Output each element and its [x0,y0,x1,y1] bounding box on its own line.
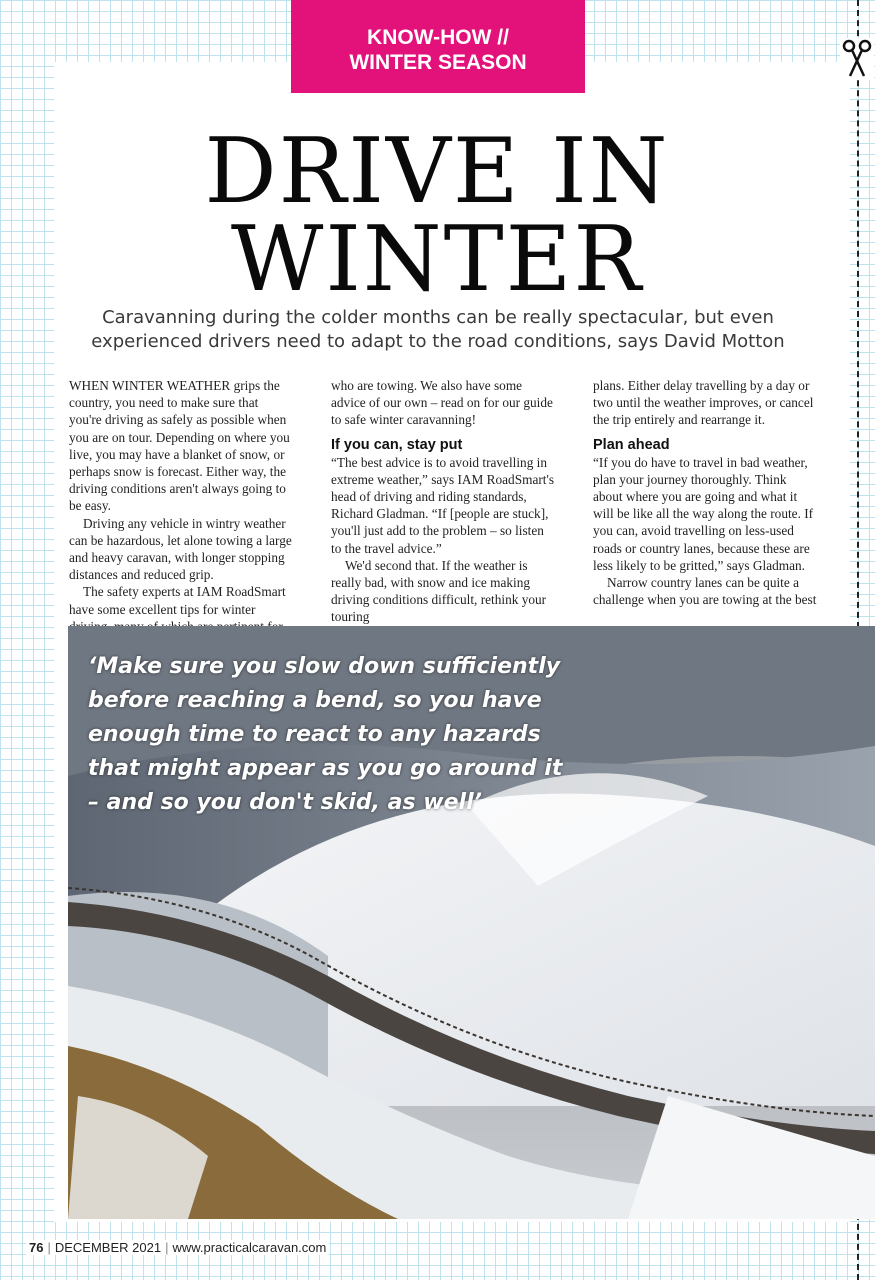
headline-line-1: DRIVE IN [204,119,670,224]
separator: | [47,1240,51,1255]
kicker-line-1: KNOW-HOW // [367,25,509,49]
paragraph: plans. Either delay travelling by a day or two until the weather improves, or cancel the trip entirely and rearrange it. [593,378,814,428]
subheading: If you can, stay put [331,436,463,453]
scissors-icon [840,38,874,80]
headline [54,119,820,312]
standfirst: Caravanning during the colder months can be really spectacular, but even experienced drivers need to adapt to the road conditions, says David Motton [91,307,785,352]
page-number: 76 [29,1240,44,1255]
lead-in: WHEN WINTER WEATHER [69,378,231,393]
pull-quote: ‘Make sure you slow down sufficiently before reaching a bend, so you have enough time to react to any hazards that might appear as you go around it – and so you don't skid, as well’ [88,654,563,815]
website-link[interactable]: www.practicalcaravan.com [172,1240,327,1255]
paragraph [69,377,293,515]
headline-line-2: WINTER [230,207,644,312]
paragraph: Narrow country lanes can be quite a challenge when you are towing at the best [593,575,817,608]
paragraph: “The best advice is to avoid travelling in extreme weather,” says IAM RoadSmart's head of driving and riding standards, Richard Gladman. “If [people are stuck], you'll just add to the problem – so listen to the travel advice.” [331,454,555,556]
subheading: Plan ahead [593,436,670,453]
paragraph: “If you do have to travel in bad weather, plan your journey thoroughly. Think about where you are going and what it will be like all the way along the route. If you can, avoid travelling on less-used roads or country lanes, because these are less likely to be gritted,” says Gladman. [593,454,814,573]
kicker-line-2: WINTER SEASON [349,50,527,74]
separator: | [165,1240,169,1255]
article-column-3 [593,377,817,608]
paragraph: who are towing. We also have some advice of our own – read on for our guide to safe winter caravanning! [331,378,553,428]
page-footer [26,1240,329,1255]
paragraph: We'd second that. If the weather is really bad, with snow and ice making driving conditions difficult, rethink your touring [331,557,547,625]
section-kicker [291,0,585,93]
paragraph-text: grips the country, you need to make sure that you're driving as safely as possible when you are on tour. Depending on where you live, you may have a blanket of snow, or perhaps snow is forecast. Either way, the driving conditions aren't always going to be easy. [69,378,290,514]
paragraph: The safety experts at IAM RoadSmart have some excellent tips for winter [69,584,286,617]
article-column-2 [331,377,555,626]
article-column-1 [69,377,293,652]
snowy-road-photo [68,626,875,1219]
issue-date: DECEMBER 2021 [54,1240,162,1255]
paragraph: Driving any vehicle in wintry weather can be hazardous, let alone towing a large and heavy caravan, with longer stopping distances and reduced grip. [69,515,292,583]
